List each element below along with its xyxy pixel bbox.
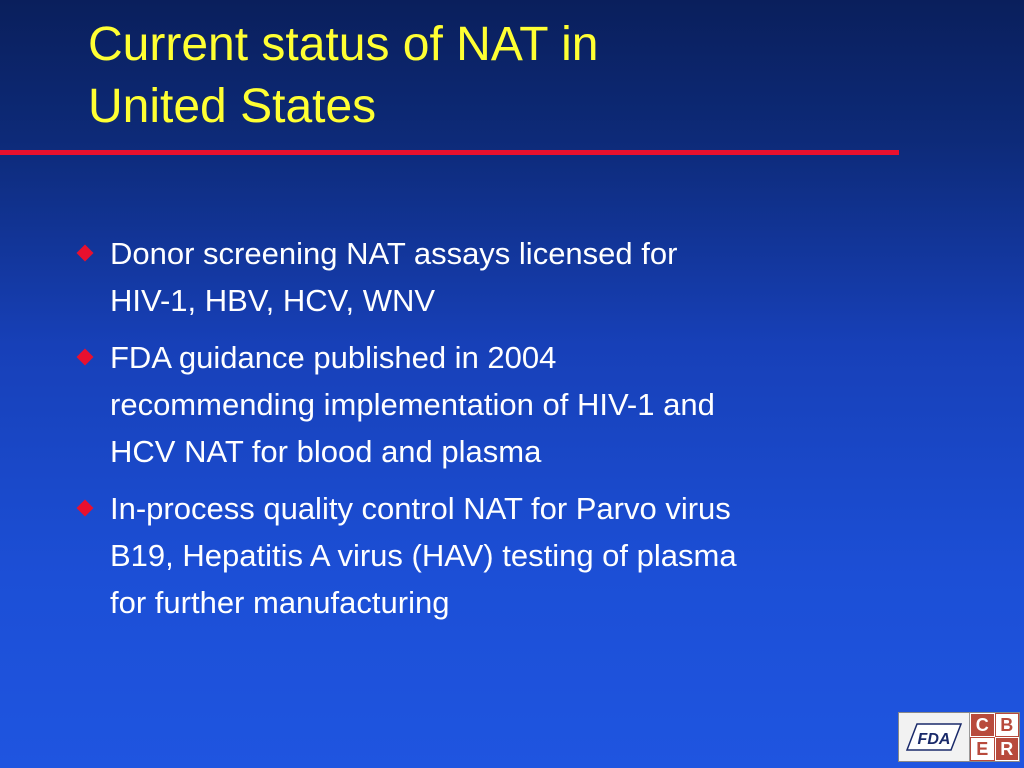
bullet-line: for further manufacturing (110, 585, 450, 620)
bullet-item (72, 230, 932, 324)
bullet-text (110, 334, 932, 475)
title-line-2: United States (88, 80, 377, 133)
bullet-item (72, 334, 932, 475)
title-line-1: Current status of NAT in (88, 18, 599, 71)
bullet-line: recommending implementation of HIV-1 and (110, 387, 715, 422)
diamond-bullet-icon (77, 349, 94, 366)
bullet-line: In-process quality control NAT for Parvo virus (110, 491, 731, 526)
bullet-line: Donor screening NAT assays licensed for (110, 236, 678, 271)
bullet-line: HCV NAT for blood and plasma (110, 434, 542, 469)
fda-logo (899, 713, 970, 761)
cber-letter: E (970, 737, 995, 761)
cber-logo (970, 713, 1019, 761)
cber-letter: R (995, 737, 1020, 761)
cber-letter: C (970, 713, 995, 737)
fda-logo-icon (903, 720, 965, 754)
bullet-list (72, 230, 932, 636)
fda-logo-text: FDA (917, 731, 951, 748)
bullet-line: HIV-1, HBV, HCV, WNV (110, 283, 436, 318)
cber-letter: B (995, 713, 1020, 737)
bullet-line: FDA guidance published in 2004 (110, 340, 557, 375)
diamond-bullet-icon (77, 500, 94, 517)
slide-title (88, 14, 908, 138)
fda-cber-logo (898, 712, 1020, 762)
diamond-bullet-icon (77, 245, 94, 262)
title-underline-rule (0, 150, 899, 155)
bullet-line: B19, Hepatitis A virus (HAV) testing of plasma (110, 538, 737, 573)
bullet-text (110, 485, 932, 626)
bullet-item (72, 485, 932, 626)
bullet-text (110, 230, 932, 324)
